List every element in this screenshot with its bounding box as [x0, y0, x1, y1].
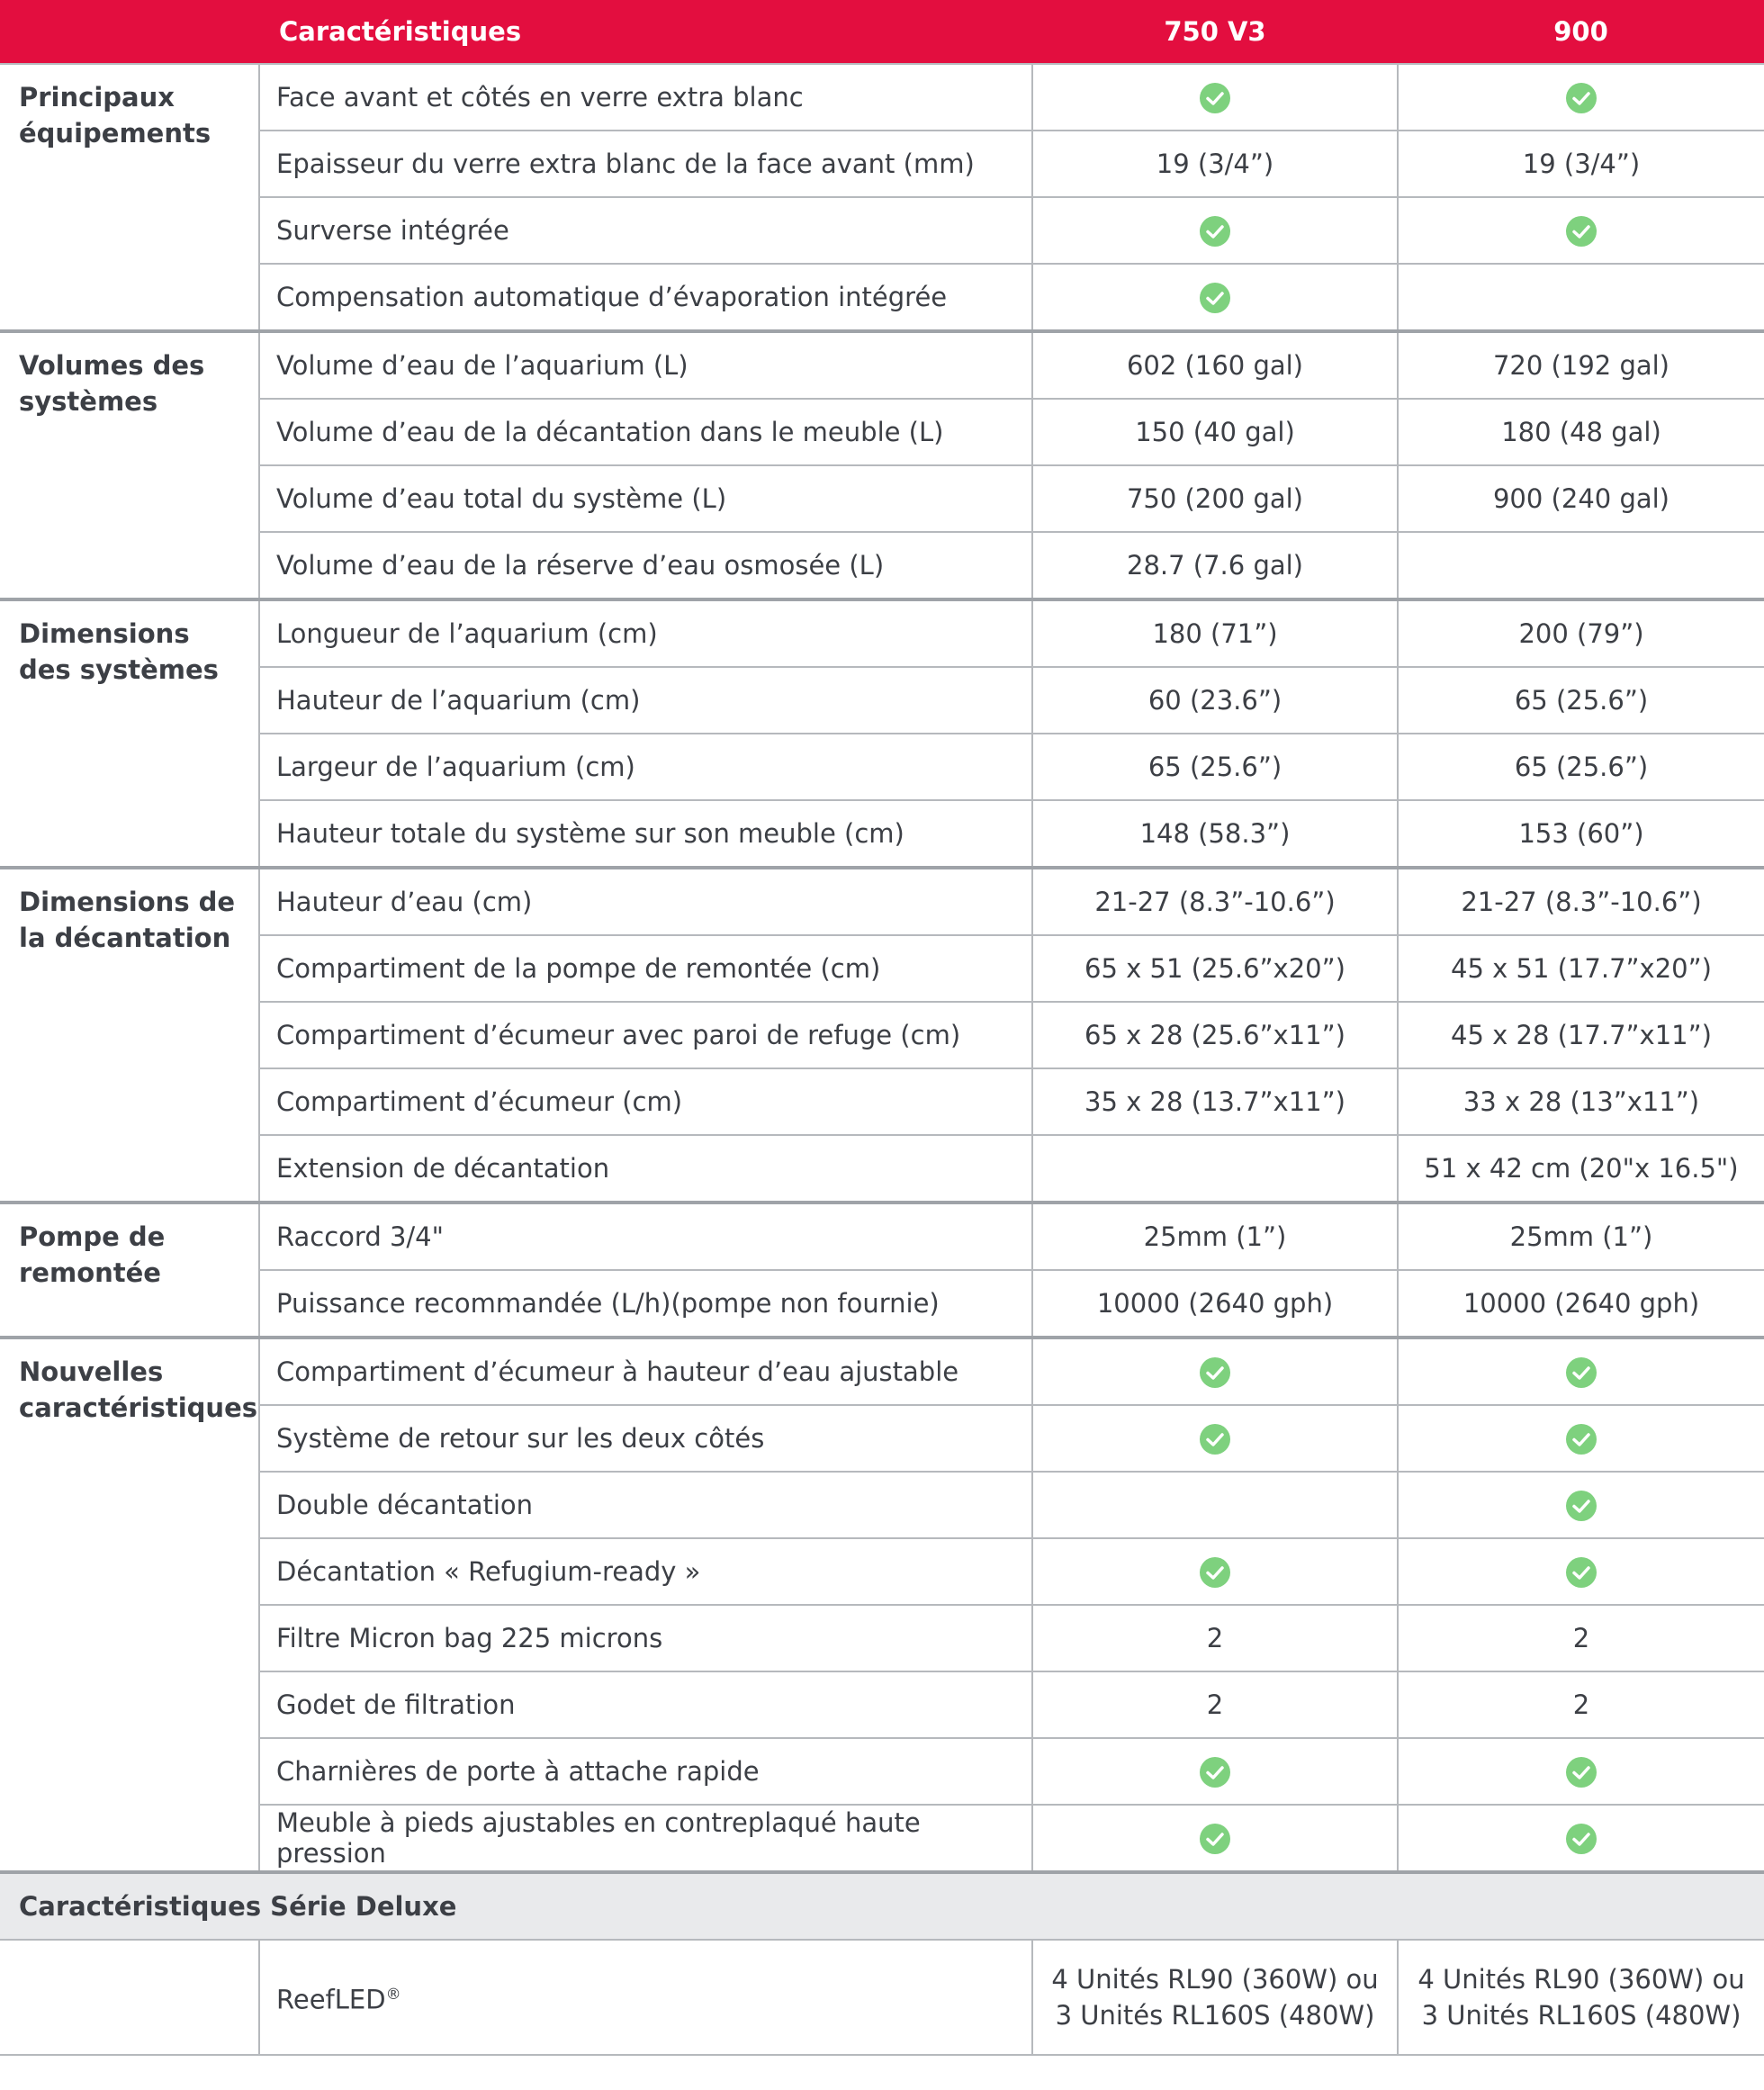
header-model-900: 900	[1398, 0, 1764, 64]
category-label: Volumes des systèmes	[0, 331, 259, 599]
deluxe-category-blank	[0, 1940, 259, 2055]
value-750: 60 (23.6”)	[1032, 667, 1398, 734]
category-label: Nouvelles caractéristiques	[0, 1338, 259, 1872]
table-row	[0, 1805, 1764, 1872]
value-750: 602 (160 gal)	[1032, 331, 1398, 399]
table-row	[0, 264, 1764, 331]
deluxe-body	[0, 1872, 1764, 2055]
table-row	[0, 734, 1764, 800]
deluxe-value-900	[1398, 1940, 1764, 2055]
value-750: 148 (58.3”)	[1032, 800, 1398, 868]
value-750	[1032, 1338, 1398, 1405]
deluxe-row	[0, 1940, 1764, 2055]
value-750	[1032, 1805, 1398, 1872]
check-icon	[1566, 1757, 1597, 1788]
value-750: 65 x 51 (25.6”x20”)	[1032, 935, 1398, 1002]
check-icon	[1566, 1557, 1597, 1588]
check-icon	[1566, 1357, 1597, 1388]
feature-label: Système de retour sur les deux côtés	[259, 1405, 1032, 1472]
feature-label: Volume d’eau de la réserve d’eau osmosée (L)	[259, 532, 1032, 599]
deluxe-750-line2: 3 Unités RL160S (480W)	[1055, 2000, 1375, 2031]
value-750: 2	[1032, 1605, 1398, 1671]
value-750: 10000 (2640 gph)	[1032, 1270, 1398, 1338]
value-900: 900 (240 gal)	[1398, 465, 1764, 532]
feature-label: Charnières de porte à attache rapide	[259, 1738, 1032, 1805]
value-900	[1398, 64, 1764, 131]
feature-label: Longueur de l’aquarium (cm)	[259, 599, 1032, 667]
value-750	[1032, 1405, 1398, 1472]
feature-label: Largeur de l’aquarium (cm)	[259, 734, 1032, 800]
table-row	[0, 868, 1764, 935]
table-row	[0, 1738, 1764, 1805]
check-icon	[1566, 1424, 1597, 1455]
feature-label: Compartiment d’écumeur (cm)	[259, 1068, 1032, 1135]
check-icon	[1566, 1824, 1597, 1854]
table-row	[0, 1135, 1764, 1203]
feature-label: Puissance recommandée (L/h)(pompe non fournie)	[259, 1270, 1032, 1338]
value-750: 150 (40 gal)	[1032, 399, 1398, 465]
value-750	[1032, 1472, 1398, 1538]
value-750	[1032, 1738, 1398, 1805]
table-row	[0, 197, 1764, 264]
reefled-label: ReefLED	[276, 1984, 386, 2015]
value-750	[1032, 264, 1398, 331]
value-900	[1398, 1738, 1764, 1805]
table-row	[0, 131, 1764, 197]
value-900: 200 (79”)	[1398, 599, 1764, 667]
check-icon	[1200, 83, 1230, 113]
table-row	[0, 532, 1764, 599]
value-900	[1398, 1405, 1764, 1472]
value-900: 153 (60”)	[1398, 800, 1764, 868]
header-model-750: 750 V3	[1032, 0, 1398, 64]
check-icon	[1200, 1424, 1230, 1455]
check-icon	[1200, 1824, 1230, 1854]
check-icon	[1200, 283, 1230, 313]
feature-label: Volume d’eau de l’aquarium (L)	[259, 331, 1032, 399]
value-750: 28.7 (7.6 gal)	[1032, 532, 1398, 599]
category-label: Principaux équipements	[0, 64, 259, 331]
feature-label: Surverse intégrée	[259, 197, 1032, 264]
value-900	[1398, 1472, 1764, 1538]
table-row	[0, 1338, 1764, 1405]
header-features: Caractéristiques	[259, 0, 1032, 64]
value-750	[1032, 197, 1398, 264]
feature-label: Face avant et côtés en verre extra blanc	[259, 64, 1032, 131]
deluxe-title: Caractéristiques Série Deluxe	[0, 1872, 1764, 1940]
value-900	[1398, 1538, 1764, 1605]
check-icon	[1566, 1491, 1597, 1521]
feature-label: Volume d’eau total du système (L)	[259, 465, 1032, 532]
value-900: 21-27 (8.3”-10.6”)	[1398, 868, 1764, 935]
value-900	[1398, 1338, 1764, 1405]
feature-label: Compartiment d’écumeur avec paroi de refuge (cm)	[259, 1002, 1032, 1068]
feature-label: Compensation automatique d’évaporation intégrée	[259, 264, 1032, 331]
table-row	[0, 800, 1764, 868]
header-row	[0, 0, 1764, 64]
table-row	[0, 465, 1764, 532]
deluxe-label-cell	[259, 1940, 1032, 2055]
value-750	[1032, 1538, 1398, 1605]
check-icon	[1566, 83, 1597, 113]
value-750: 65 (25.6”)	[1032, 734, 1398, 800]
table-row	[0, 1203, 1764, 1270]
value-900	[1398, 532, 1764, 599]
deluxe-900-line1: 4 Unités RL90 (360W) ou	[1418, 1964, 1745, 1995]
check-icon	[1200, 216, 1230, 247]
value-900	[1398, 264, 1764, 331]
header-blank	[0, 0, 259, 64]
table-row	[0, 1405, 1764, 1472]
value-900: 65 (25.6”)	[1398, 734, 1764, 800]
value-900	[1398, 197, 1764, 264]
feature-label: Double décantation	[259, 1472, 1032, 1538]
table-row	[0, 399, 1764, 465]
value-900: 65 (25.6”)	[1398, 667, 1764, 734]
value-750	[1032, 64, 1398, 131]
table-row	[0, 1538, 1764, 1605]
value-750: 25mm (1”)	[1032, 1203, 1398, 1270]
value-900: 2	[1398, 1671, 1764, 1738]
feature-label: Epaisseur du verre extra blanc de la face avant (mm)	[259, 131, 1032, 197]
feature-label: Meuble à pieds ajustables en contreplaqué haute pression	[259, 1805, 1032, 1872]
table-row	[0, 935, 1764, 1002]
check-icon	[1200, 1357, 1230, 1388]
value-750	[1032, 1135, 1398, 1203]
table-row	[0, 1270, 1764, 1338]
deluxe-value-750	[1032, 1940, 1398, 2055]
feature-label: Extension de décantation	[259, 1135, 1032, 1203]
value-750: 180 (71”)	[1032, 599, 1398, 667]
feature-label: Godet de filtration	[259, 1671, 1032, 1738]
category-label: Dimensions de la décantation	[0, 868, 259, 1203]
table-row	[0, 667, 1764, 734]
table-row	[0, 1605, 1764, 1671]
table-row	[0, 331, 1764, 399]
value-750: 19 (3/4”)	[1032, 131, 1398, 197]
registered-mark: ®	[385, 1986, 401, 2004]
feature-label: Hauteur de l’aquarium (cm)	[259, 667, 1032, 734]
feature-label: Hauteur totale du système sur son meuble (cm)	[259, 800, 1032, 868]
check-icon	[1200, 1757, 1230, 1788]
value-900: 45 x 51 (17.7”x20”)	[1398, 935, 1764, 1002]
feature-label: Volume d’eau de la décantation dans le meuble (L)	[259, 399, 1032, 465]
value-900: 720 (192 gal)	[1398, 331, 1764, 399]
feature-label: Raccord 3/4"	[259, 1203, 1032, 1270]
feature-label: Compartiment d’écumeur à hauteur d’eau ajustable	[259, 1338, 1032, 1405]
feature-label: Filtre Micron bag 225 microns	[259, 1605, 1032, 1671]
check-icon	[1566, 216, 1597, 247]
feature-label: Hauteur d’eau (cm)	[259, 868, 1032, 935]
value-900: 45 x 28 (17.7”x11”)	[1398, 1002, 1764, 1068]
category-label: Dimensions des systèmes	[0, 599, 259, 868]
value-900: 180 (48 gal)	[1398, 399, 1764, 465]
value-750: 750 (200 gal)	[1032, 465, 1398, 532]
category-label: Pompe de remontée	[0, 1203, 259, 1338]
feature-label: Décantation « Refugium-ready »	[259, 1538, 1032, 1605]
spec-body	[0, 64, 1764, 1872]
value-750: 2	[1032, 1671, 1398, 1738]
value-900	[1398, 1805, 1764, 1872]
table-row	[0, 1671, 1764, 1738]
value-900: 10000 (2640 gph)	[1398, 1270, 1764, 1338]
value-900: 2	[1398, 1605, 1764, 1671]
feature-label: Compartiment de la pompe de remontée (cm)	[259, 935, 1032, 1002]
deluxe-750-line1: 4 Unités RL90 (360W) ou	[1051, 1964, 1379, 1995]
deluxe-900-line2: 3 Unités RL160S (480W)	[1421, 2000, 1742, 2031]
value-750: 21-27 (8.3”-10.6”)	[1032, 868, 1398, 935]
table-row	[0, 1068, 1764, 1135]
value-900: 19 (3/4”)	[1398, 131, 1764, 197]
check-icon	[1200, 1557, 1230, 1588]
deluxe-header-row	[0, 1872, 1764, 1940]
value-900: 25mm (1”)	[1398, 1203, 1764, 1270]
table-row	[0, 64, 1764, 131]
value-750: 65 x 28 (25.6”x11”)	[1032, 1002, 1398, 1068]
table-row	[0, 1472, 1764, 1538]
value-750: 35 x 28 (13.7”x11”)	[1032, 1068, 1398, 1135]
value-900: 51 x 42 cm (20"x 16.5")	[1398, 1135, 1764, 1203]
table-row	[0, 599, 1764, 667]
table-row	[0, 1002, 1764, 1068]
value-900: 33 x 28 (13”x11”)	[1398, 1068, 1764, 1135]
